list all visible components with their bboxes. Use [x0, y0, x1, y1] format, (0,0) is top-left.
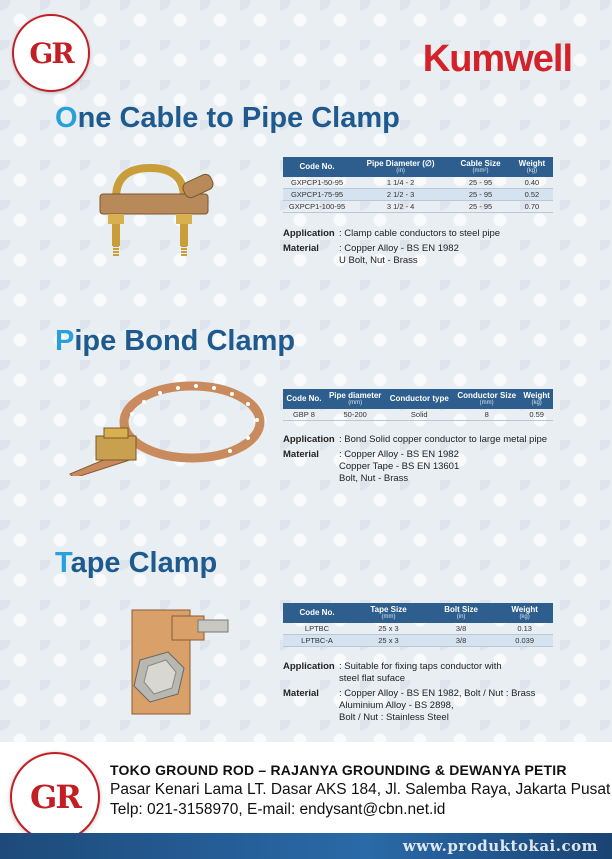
- material-text: : Copper Alloy - BS EN 1982 Copper Tape - BS EN 13601 Bolt, Nut - Brass: [339, 448, 460, 484]
- column-header: Pipe diameter (mm): [325, 389, 386, 409]
- application-label: Application: [283, 661, 335, 672]
- store-name: TOKO GROUND ROD – RAJANYA GROUNDING & DEWANYA PETIR: [110, 762, 567, 778]
- product-info-tape-clamp: [283, 661, 535, 723]
- cable-pipe-clamp-image: [88, 158, 228, 263]
- column-header: Weight (kg): [511, 157, 553, 177]
- column-header: Weight (kg): [520, 389, 553, 409]
- table-row: GXPCP1-50-95 1 1/4 - 2 25 - 95 0.40: [283, 177, 553, 189]
- section-title-cable-pipe-clamp: One Cable to Pipe Clamp: [55, 102, 400, 134]
- table-row: GXPCP1-75-95 2 1/2 - 3 25 - 95 0.52: [283, 189, 553, 201]
- application-text: : Suitable for fixing taps conductor with steel flat suface: [339, 661, 502, 684]
- logo-text: GR: [29, 36, 73, 70]
- column-header: Weight (kg): [496, 603, 553, 623]
- material-text: : Copper Alloy - BS EN 1982, Bolt / Nut : Brass Aluminium Alloy - BS 2898, Bolt / Nut : Stainless Steel: [339, 687, 536, 723]
- material-label: Material: [283, 242, 319, 254]
- column-header: Code No.: [283, 157, 351, 177]
- material-label: Material: [283, 448, 319, 460]
- store-contact: Telp: 021-3158970, E-mail: endysant@cbn.net.id: [110, 801, 446, 818]
- footer-bar: [0, 833, 612, 859]
- column-header: Conductor type: [385, 389, 453, 409]
- column-header: Code No.: [283, 603, 351, 623]
- material-text: : Copper Alloy - BS EN 1982 U Bolt, Nut - Brass: [339, 242, 459, 266]
- application-label: Application: [283, 434, 335, 445]
- footer-logo-text: GR: [30, 778, 80, 816]
- column-header: Conductor Size (mm): [453, 389, 520, 409]
- application-label: Application: [283, 228, 335, 239]
- application-text: : Bond Solid copper conductor to large metal pipe: [339, 434, 548, 445]
- section-title-pipe-bond-clamp: Pipe Bond Clamp: [55, 325, 296, 357]
- table-row: LPTBC 25 x 3 3/8 0.13: [283, 623, 553, 635]
- product-info-pipe-bond-clamp: [283, 434, 547, 485]
- table-row: LPTBC-A 25 x 3 3/8 0.039: [283, 635, 553, 647]
- column-header: Code No.: [283, 389, 325, 409]
- brand-name: Kumwell: [422, 38, 572, 80]
- section-title-tape-clamp: Tape Clamp: [55, 547, 218, 579]
- column-header: Cable Size (mm²): [450, 157, 511, 177]
- pipe-bond-clamp-image: [62, 376, 272, 476]
- company-logo: [12, 14, 90, 92]
- table-row: GBP 8 50-200 Solid 8 0.59: [283, 409, 553, 421]
- footer: [0, 742, 612, 859]
- footer-logo: [10, 752, 100, 842]
- product-info-cable-pipe-clamp: [283, 228, 500, 267]
- column-header: Bolt Size (in): [426, 603, 496, 623]
- watermark: www.produktokai.com: [402, 837, 598, 855]
- application-text: : Clamp cable conductors to steel pipe: [339, 228, 501, 239]
- column-header: Tape Size (mm): [351, 603, 426, 623]
- contact-info: [110, 760, 610, 820]
- material-label: Material: [283, 687, 319, 699]
- store-address: Pasar Kenari Lama LT. Dasar AKS 184, Jl. Salemba Raya, Jakarta Pusat: [110, 781, 611, 798]
- column-header: Pipe Diameter (∅) (in): [351, 157, 450, 177]
- tape-clamp-image: [128, 600, 238, 720]
- table-row: GXPCP1-100-95 3 1/2 - 4 25 - 95 0.70: [283, 201, 553, 213]
- spec-table-pipe-bond-clamp: [283, 389, 553, 421]
- spec-table-cable-pipe-clamp: [283, 157, 553, 213]
- spec-table-tape-clamp: [283, 603, 553, 647]
